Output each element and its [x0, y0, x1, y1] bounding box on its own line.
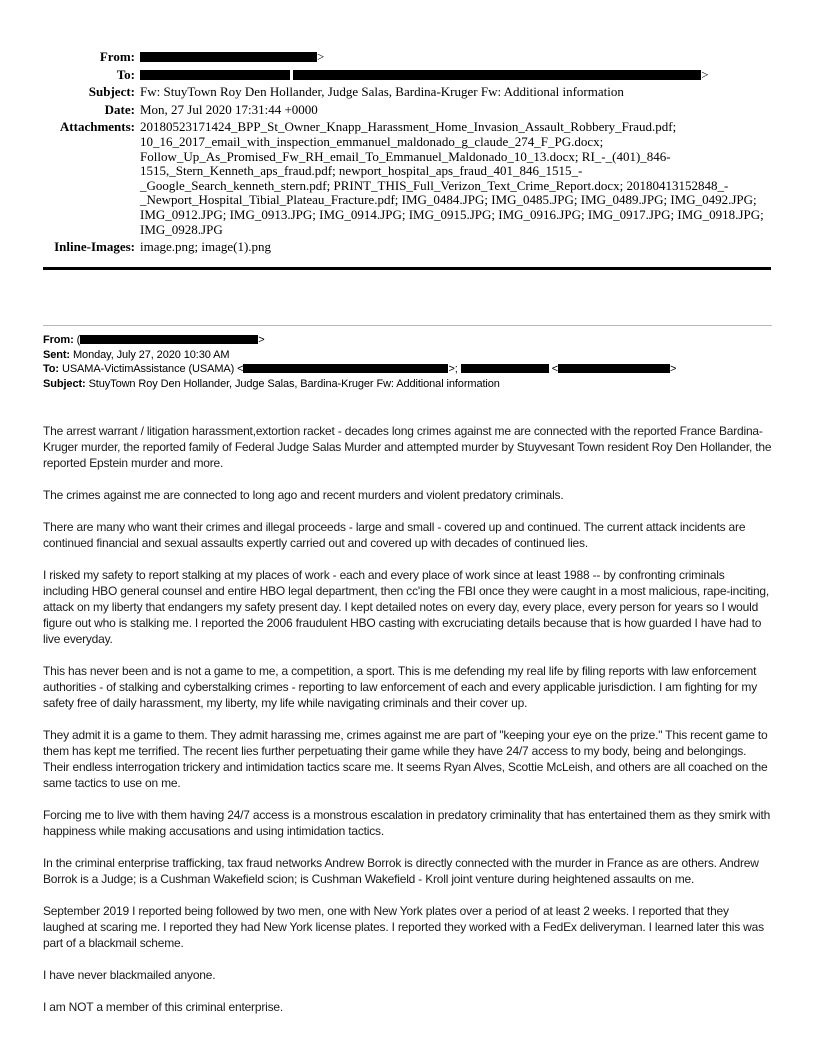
email-body	[43, 423, 772, 1031]
email-header	[43, 50, 764, 258]
subject-value: Fw: StuyTown Roy Den Hollander, Judge Salas, Bardina-Kruger Fw: Additional information	[140, 84, 624, 100]
body-paragraph: The arrest warrant / litigation harassment,extortion racket - decades long crimes against me are connected with the reported France Bardina-Kruger murder, the reported family of Federal Judge Salas Murder and attempted murder by Stuyvesant Town resident Roy Den Hollander, the reported Epstein murder and more.	[43, 424, 772, 470]
angle-bracket: >	[317, 49, 325, 64]
fwd-sent-value: Monday, July 27, 2020 10:30 AM	[72, 348, 230, 361]
angle-bracket: >	[258, 334, 265, 346]
redacted-recipient-address	[140, 70, 290, 80]
attachments-list: 20180523171424_BPP_St_Owner_Knapp_Harassment_Home_Invasion_Assault_Robbery_Fraud.pdf; 10_16_2017_email_with_inspection_emmanuel_maldonado_g_claude_274_F_PG.docx; Follow_Up_As_Promised_Fw_RH_email_To_Emmanuel_Maldonado_10_13.docx; RI_-_(401)_846-1515,_Stern_Kenneth_aps_fraud.pdf; newport_hospital_aps_fraud_401_846_1515_-_Google_Search_kenneth_stern.pdf; PRINT_THIS_Full_Verizon_Text_Crime_Report.docx; 20180413152848_-_Newport_Hospital_Tibial_Plateau_Fracture.pdf; IMG_0484.JPG; IMG_0485.JPG; IMG_0489.JPG; IMG_0492.JPG; IMG_0912.JPG; IMG_0913.JPG; IMG_0914.JPG; IMG_0915.JPG; IMG_0916.JPG; IMG_0917.JPG; IMG_0918.JPG; IMG_0928.JPG	[140, 119, 764, 237]
date-value: Mon, 27 Jul 2020 17:31:44 +0000	[140, 101, 318, 117]
fwd-from-prefix: (	[76, 334, 81, 346]
forwarded-message-header	[43, 333, 772, 392]
attachments-label: Attachments:	[59, 119, 135, 135]
angle-bracket: >	[670, 363, 677, 376]
redacted-fwd-sender	[80, 335, 258, 344]
body-paragraph: There are many who want their crimes and illegal proceeds - large and small - covered up and continued. The current attack incidents are continued financial and sexual assaults expertly carried out and covered up with decades of continued lies.	[43, 520, 746, 550]
forward-separator-rule	[43, 325, 772, 326]
subject-label: Subject:	[88, 84, 135, 100]
body-paragraph: Forcing me to live with them having 24/7 access is a monstrous escalation in predatory criminality that has entertained them as they smirk with happiness while making accusations and using intimidation tactics.	[43, 808, 771, 838]
header-subject-row	[43, 85, 764, 100]
redacted-recipient-address	[293, 70, 701, 80]
body-paragraph: This has never been and is not a game to me, a competition, a sport. This is me defending my real life by filing reports with law enforcement authorities - of stalking and cyberstalking crimes - reporting to law enforcement of each and every applicable jurisdiction. I am fighting for my safety free of daily harassment, my liberty, my life while navigating criminals and their cover up.	[43, 664, 758, 710]
from-label: From:	[99, 49, 135, 64]
fwd-to-sep1: >;	[448, 363, 458, 376]
body-paragraph: I am NOT a member of this criminal enterprise.	[43, 1000, 283, 1014]
body-paragraph: I risked my safety to report stalking at my places of work - each and every place of work since at least 1988 -- by confronting criminals including HBO general counsel and entire HBO legal department, then cc'ing the FBI once they were caught in a most malicious, rape-inciting, attack on my liberty that endangers my safety present day. I kept detailed notes on every day, every place, every person for years so I would figure out who is stalking me. I reported the 2006 fraudulent HBO casting with excruciating details because that is how guarded I have had to live everyday.	[43, 568, 770, 646]
header-attachments-row	[43, 120, 764, 237]
fwd-subject-label: Subject:	[43, 378, 86, 391]
angle-bracket: >	[701, 66, 709, 82]
header-date-row	[43, 103, 764, 118]
to-value	[135, 68, 764, 83]
fwd-from-label: From:	[43, 334, 74, 346]
header-separator-rule	[43, 267, 771, 270]
redacted-fwd-recipient	[243, 364, 448, 373]
inline-images-label: Inline-Images:	[54, 239, 135, 255]
from-value	[135, 50, 764, 65]
fwd-sent-row	[43, 348, 772, 362]
body-paragraph: The crimes against me are connected to long ago and recent murders and violent predatory criminals.	[43, 488, 564, 502]
fwd-subject-value: StuyTown Roy Den Hollander, Judge Salas, Bardina-Kruger Fw: Additional information	[88, 378, 500, 391]
redacted-fwd-recipient	[558, 364, 670, 373]
redacted-sender-address	[140, 52, 317, 62]
redacted-fwd-recipient	[461, 364, 549, 373]
header-to-row	[43, 68, 764, 83]
header-from-row	[43, 50, 764, 65]
date-label: Date:	[104, 101, 135, 117]
fwd-subject-row	[43, 377, 772, 391]
fwd-to-row	[43, 362, 772, 376]
body-paragraph: In the criminal enterprise trafficking, tax fraud networks Andrew Borrok is directly connected with the murder in France as are others. Andrew Borrok is a Judge; is a Cushman Wakefield scion; is Cushman Wakefield - Kroll joint venture during heightened assaults on me.	[43, 856, 759, 886]
body-paragraph: They admit it is a game to them. They admit harassing me, crimes against me are part of "keeping your eye on the prize." This recent game to them has kept me terrified. The recent lies further perpetuating their game while they have 24/7 access to my body, being and belongings. Their endless interrogation trickery and intimidation tactics scare me. It seems Ryan Alves, Scottie McLeish, and others are all coached on the same tactics to use on me.	[43, 728, 768, 790]
to-label: To:	[116, 66, 135, 82]
fwd-to-label: To:	[43, 363, 59, 376]
body-paragraph: I have never blackmailed anyone.	[43, 968, 216, 982]
body-paragraph: September 2019 I reported being followed by two men, one with New York plates over a period of at least 2 weeks. I reported that they laughed at scaring me. I reported they had New York license plates. I reported they worked with a FedEx deliveryman. I learned later this was part of a blackmail scheme.	[43, 904, 764, 950]
fwd-from-row	[43, 333, 772, 347]
fwd-to-part1: USAMA-VictimAssistance (USAMA) <	[61, 363, 244, 376]
fwd-to-sep2: <	[551, 363, 559, 376]
header-inline-images-row	[43, 240, 764, 255]
inline-images-list: image.png; image(1).png	[140, 239, 272, 255]
fwd-sent-label: Sent:	[43, 348, 71, 361]
